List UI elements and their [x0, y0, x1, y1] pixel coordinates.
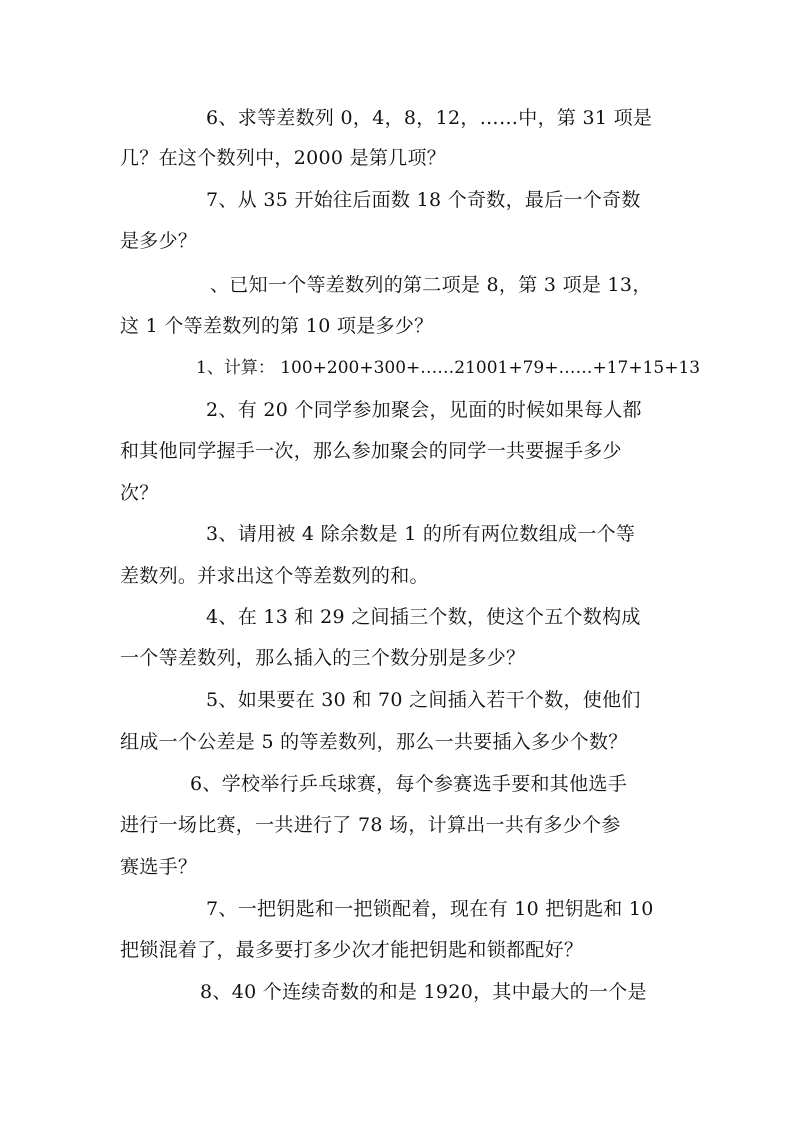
- text-line: 这 1 个等差数列的第 10 项是多少？: [120, 315, 434, 337]
- text-line: 组成一个公差是 5 的等差数列，那么一共要插入多少个数？: [120, 731, 628, 753]
- text-line: 4、在 13 和 29 之间插三个数，使这个五个数构成: [206, 606, 641, 628]
- text-line: 次？: [120, 482, 159, 504]
- text-line: 6、求等差数列 0，4，8，12，……中，第 31 项是: [206, 107, 653, 129]
- text-line: 1、计算： 100+200+300+……21001+79+……+17+15+13: [196, 358, 701, 378]
- text-line: 3、请用被 4 除余数是 1 的所有两位数组成一个等: [206, 523, 636, 545]
- text-line: 7、一把钥匙和一把锁配着，现在有 10 把钥匙和 10: [206, 898, 654, 920]
- text-line: 、已知一个等差数列的第二项是 8，第 3 项是 13，: [210, 274, 652, 296]
- text-line: 6、学校举行乒乓球赛，每个参赛选手要和其他选手: [190, 773, 627, 795]
- text-line: 赛选手？: [120, 856, 198, 878]
- text-line: 几？在这个数列中，2000 是第几项？: [120, 147, 447, 169]
- text-line: 一个等差数列，那么插入的三个数分别是多少？: [120, 647, 526, 669]
- text-line: 进行一场比赛，一共进行了 78 场，计算出一共有多少个参: [120, 814, 621, 836]
- text-line: 和其他同学握手一次，那么参加聚会的同学一共要握手多少: [120, 440, 622, 462]
- text-line: 2、有 20 个同学参加聚会，见面的时候如果每人都: [206, 399, 642, 421]
- text-line: 是多少？: [120, 230, 198, 252]
- text-line: 8、40 个连续奇数的和是 1920，其中最大的一个是: [200, 981, 647, 1003]
- text-line: 7、从 35 开始往后面数 18 个奇数，最后一个奇数: [206, 189, 641, 211]
- text-line: 把锁混着了，最多要打多少次才能把钥匙和锁都配好？: [120, 939, 584, 961]
- text-line: 差数列。并求出这个等差数列的和。: [120, 565, 429, 587]
- text-line: 5、如果要在 30 和 70 之间插入若干个数，使他们: [206, 689, 641, 711]
